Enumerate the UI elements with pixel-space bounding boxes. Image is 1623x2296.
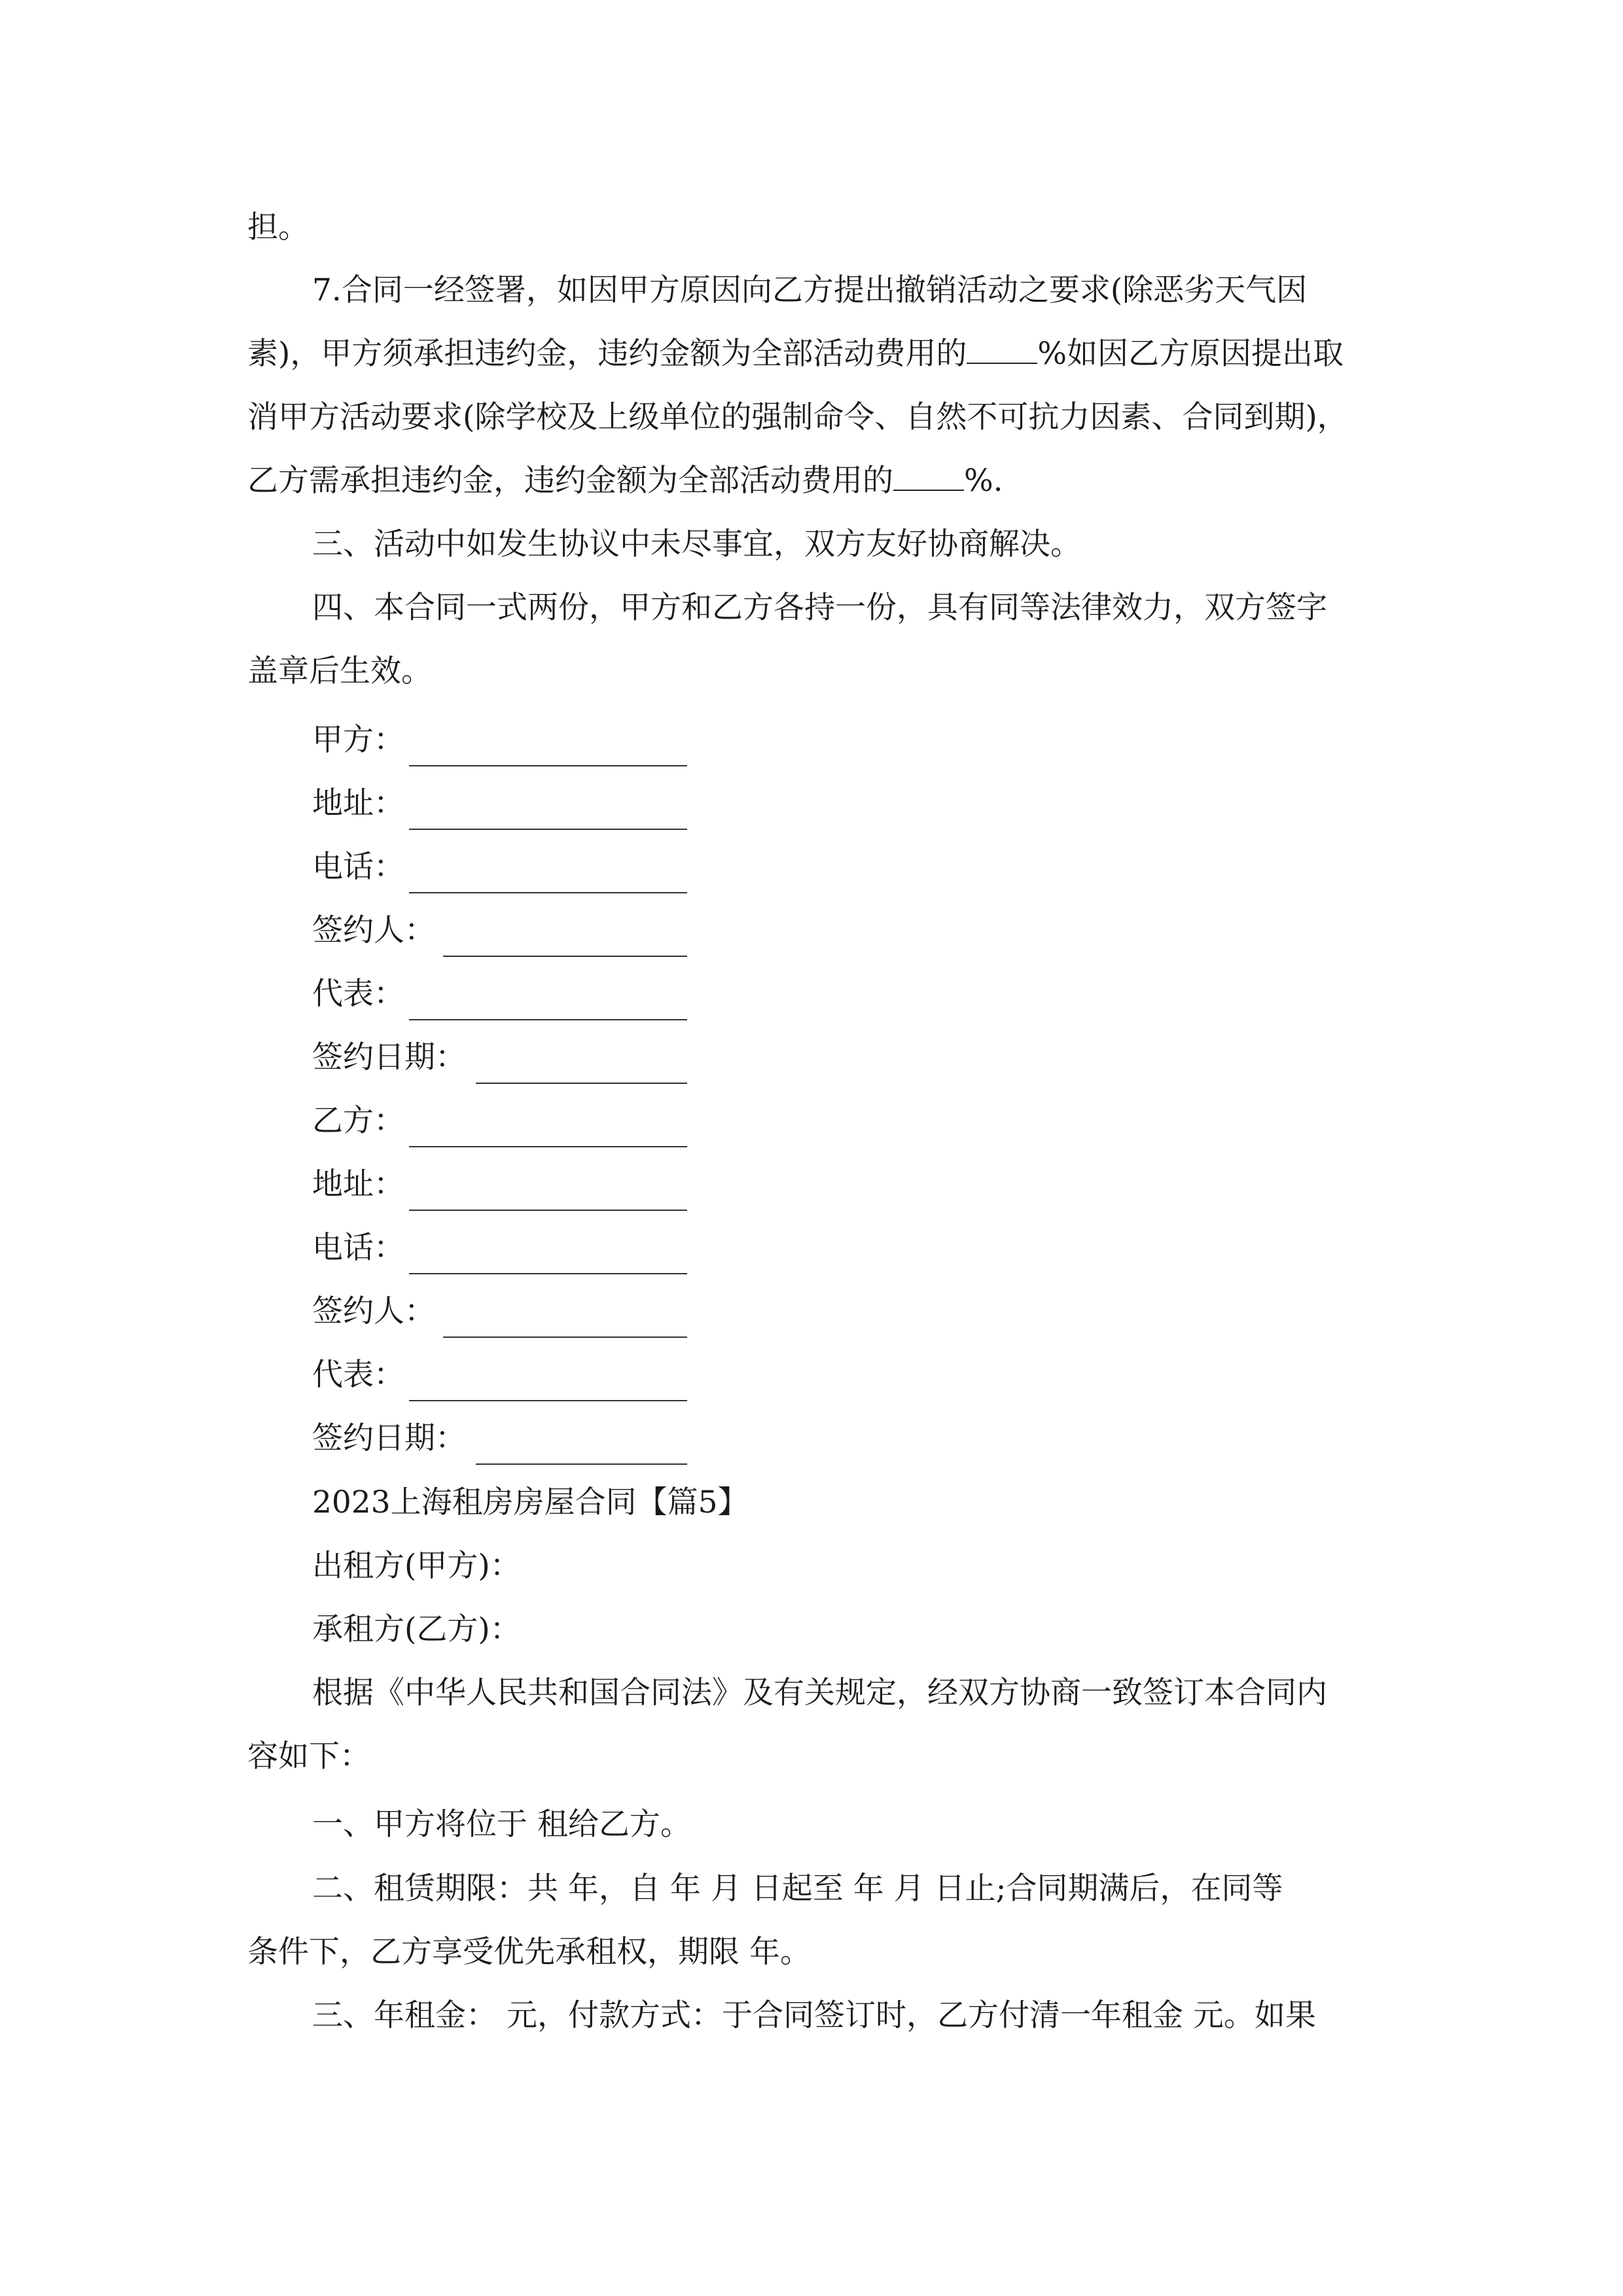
text-line: 条件下，乙方享受优先承租权，期限 年。 xyxy=(247,1934,811,1970)
signature-field-signer-a xyxy=(312,911,687,957)
signature-field-party-b xyxy=(312,1102,687,1147)
text-line: 容如下： xyxy=(247,1738,370,1774)
text-line: 二、租赁期限：共 年，自 年 月 日起至 年 月 日止;合同期满后，在同等 xyxy=(312,1871,1283,1907)
fill-line xyxy=(409,765,687,766)
signature-field-date-a xyxy=(312,1038,687,1084)
fill-line xyxy=(409,1019,687,1020)
field-label: 签约人： xyxy=(312,1293,435,1329)
field-label: 代表： xyxy=(312,976,404,1012)
field-label: 签约日期： xyxy=(312,1420,466,1456)
fill-line xyxy=(409,1210,687,1211)
text-line: 消甲方活动要求(除学校及上级单位的强制命令、自然不可抗力因素、合同到期)， xyxy=(247,399,1348,435)
signature-field-rep-a xyxy=(312,975,687,1020)
fill-line xyxy=(476,1463,687,1465)
field-label: 签约人： xyxy=(312,912,435,948)
text-line: 根据《中华人民共和国合同法》及有关规定，经双方协商一致签订本合同内 xyxy=(312,1675,1327,1711)
signature-field-rep-b xyxy=(312,1355,687,1401)
text-line: 三、年租金： 元，付款方式：于合同签订时，乙方付清一年租金 元。如果 xyxy=(312,1998,1316,2034)
text-segment: %. xyxy=(964,463,1003,499)
text-line: 担。 xyxy=(247,209,309,245)
signature-field-signer-b xyxy=(312,1292,687,1338)
field-label: 地址： xyxy=(312,785,404,821)
fill-line xyxy=(409,1273,687,1274)
fill-line xyxy=(409,1146,687,1147)
field-label: 电话： xyxy=(312,1230,404,1266)
field-label: 代表： xyxy=(312,1357,404,1393)
text-line: 出租方(甲方)： xyxy=(312,1548,521,1584)
text-line xyxy=(247,461,1386,501)
field-label: 甲方： xyxy=(312,722,404,758)
signature-field-address-b xyxy=(312,1165,687,1211)
field-label: 地址： xyxy=(312,1166,404,1202)
signature-field-party-a xyxy=(312,721,687,766)
text-line xyxy=(247,334,1386,374)
field-label: 签约日期： xyxy=(312,1039,466,1075)
text-line: 承租方(乙方)： xyxy=(312,1611,521,1647)
fill-line xyxy=(443,956,687,957)
text-line: 一、甲方将位于 租给乙方。 xyxy=(312,1806,691,1842)
text-segment: 素)，甲方须承担违约金，违约金额为全部活动费用的 xyxy=(247,336,967,372)
text-line: 四、本合同一式两份，甲方和乙方各持一份，具有同等法律效力，双方签字 xyxy=(312,590,1327,626)
blank-underline xyxy=(893,463,964,491)
text-line: 7.合同一经签署，如因甲方原因向乙方提出撤销活动之要求(除恶劣天气因 xyxy=(312,272,1308,308)
signature-field-address-a xyxy=(312,784,687,830)
text-segment: 乙方需承担违约金，违约金额为全部活动费用的 xyxy=(247,463,893,499)
text-line: 三、活动中如发生协议中未尽事宜，双方友好协商解决。 xyxy=(312,526,1081,562)
text-segment: %如因乙方原因提出取 xyxy=(1037,336,1344,372)
fill-line xyxy=(409,829,687,830)
signature-field-date-b xyxy=(312,1419,687,1465)
fill-line xyxy=(476,1083,687,1084)
fill-line xyxy=(409,1400,687,1401)
section-title: 2023上海租房房屋合同【篇5】 xyxy=(312,1484,749,1520)
field-label: 乙方： xyxy=(312,1103,404,1139)
signature-field-phone-b xyxy=(312,1229,687,1274)
fill-line xyxy=(443,1336,687,1338)
text-line: 盖章后生效。 xyxy=(247,653,432,689)
blank-underline xyxy=(967,336,1037,364)
field-label: 电话： xyxy=(312,849,404,885)
fill-line xyxy=(409,892,687,893)
signature-field-phone-a xyxy=(312,848,687,893)
